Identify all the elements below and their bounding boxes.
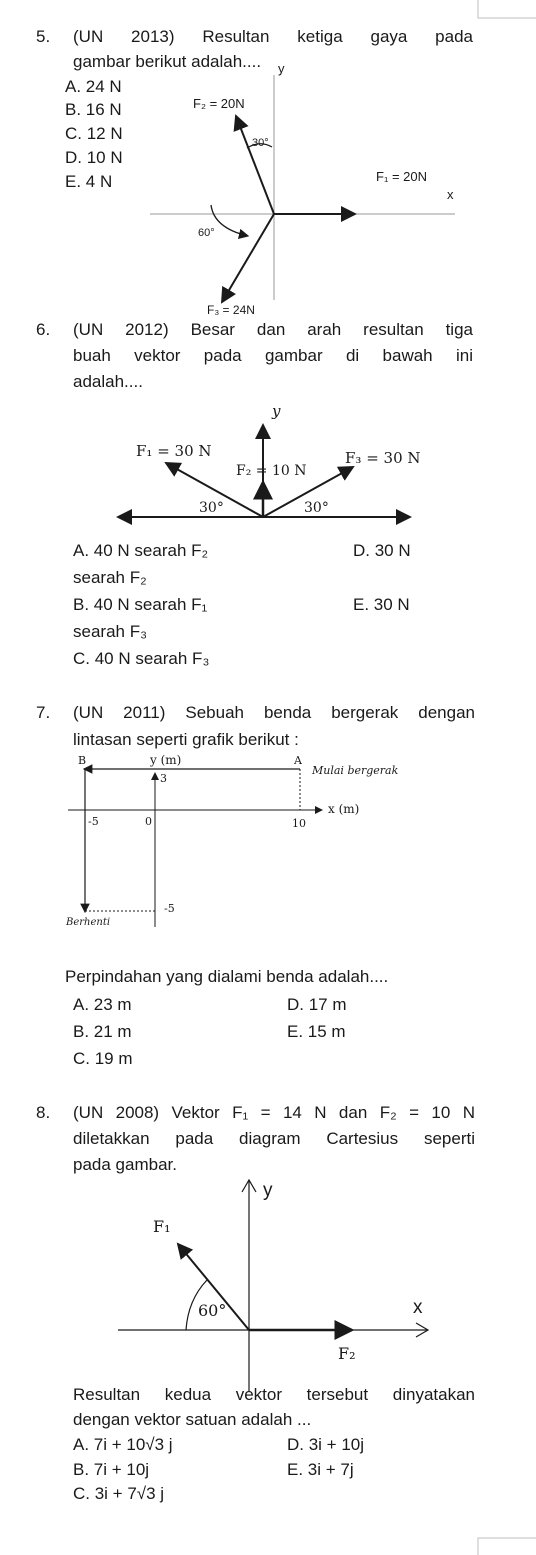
q5-label-angle30: 30°: [252, 137, 269, 149]
q6-number: 6.: [36, 320, 51, 339]
q6-label-angle-right: 30°: [304, 500, 329, 516]
q8-option-c: C. 3i + 7√3 j: [73, 1484, 165, 1503]
q5-line2: gambar berikut adalah....: [73, 52, 262, 71]
q7-option-c: C. 19 m: [73, 1049, 133, 1068]
q7-question: Perpindahan yang dialami benda adalah....: [65, 967, 389, 986]
q7-label-b: B: [78, 754, 87, 767]
q6-option-e-cont: searah F₃: [73, 622, 148, 641]
q5-option-e: E. 4 N: [65, 172, 113, 191]
q8-option-d: D. 3i + 10j: [287, 1435, 365, 1454]
q6-label-f2: F₂ = 10 N: [236, 463, 307, 479]
q8-label-angle: 60°: [198, 1301, 227, 1320]
q7-option-a: A. 23 m: [73, 995, 132, 1014]
q8-label-y: y: [263, 1180, 273, 1201]
q5-label-f1: F₁ = 20N: [376, 169, 427, 184]
q6-line3: adalah....: [73, 372, 143, 391]
q8-line1: (UN 2008) Vektor F₁ = 14 N dan F₂ = 10 N: [73, 1103, 475, 1122]
q7-label-zero: 0: [145, 815, 152, 828]
q5-option-c: C. 12 N: [65, 124, 123, 143]
q8-line5: dengan vektor satuan adalah ...: [73, 1410, 312, 1429]
q8-option-e: E. 3i + 7j: [287, 1460, 354, 1479]
q5-label-f2: F₂ = 20N: [193, 96, 245, 111]
q7-number: 7.: [36, 703, 51, 722]
q7-label-neg5y: -5: [164, 902, 175, 915]
q5-option-a: A. 24 N: [65, 77, 122, 96]
q6-label-angle-left: 30°: [199, 500, 224, 516]
q5-label-angle60: 60°: [198, 227, 215, 239]
q7-line2: lintasan seperti grafik berikut :: [73, 730, 299, 749]
q7-label-a: A: [294, 754, 302, 767]
q7-label-ylabel: y (m): [150, 753, 182, 767]
q7-line1: (UN 2011) Sebuah benda bergerak dengan: [73, 703, 475, 722]
q8-option-b: B. 7i + 10j: [73, 1460, 150, 1479]
q5-option-b: B. 16 N: [65, 100, 122, 119]
q7-label-10: 10: [292, 817, 306, 830]
q8-label-x: x: [413, 1297, 423, 1318]
q5-label-y: y: [278, 61, 285, 76]
q5-number: 5.: [36, 27, 51, 46]
q8-label-f1: F₁: [153, 1217, 171, 1236]
q8-number: 8.: [36, 1103, 51, 1122]
q5-label-x: x: [447, 187, 454, 202]
q6-label-f1: F₁ = 30 N: [136, 442, 212, 460]
q6-option-e: E. 30 N: [353, 595, 410, 614]
q6-label-f3: F₃ = 30 N: [345, 449, 421, 467]
q6-line2: buah vektor pada gambar di bawah ini: [73, 346, 473, 365]
q7-option-e: E. 15 m: [287, 1022, 346, 1041]
q6-option-b: B. 40 N searah F₁: [73, 595, 208, 614]
q5-line1: (UN 2013) Resultan ketiga gaya pada: [73, 27, 473, 46]
q7-label-mulai: Mulai bergerak: [312, 764, 399, 777]
q7-label-xlabel: x (m): [328, 802, 360, 816]
q8-line3: pada gambar.: [73, 1155, 177, 1174]
q7-label-berhenti: Berhenti: [66, 917, 111, 928]
q7-label-neg5x: -5: [88, 815, 99, 828]
q6-option-c: C. 40 N searah F₃: [73, 649, 210, 668]
q8-line2: diletakkan pada diagram Cartesius seperti: [73, 1129, 475, 1148]
q8-line4: Resultan kedua vektor tersebut dinyatakan: [73, 1385, 475, 1404]
q8-label-f2: F₂: [338, 1344, 356, 1363]
q8-option-a: A. 7i + 10√3 j: [73, 1435, 173, 1454]
q7-option-d: D. 17 m: [287, 995, 347, 1014]
q5-option-d: D. 10 N: [65, 148, 123, 167]
q6-line1: (UN 2012) Besar dan arah resultan tiga: [73, 320, 473, 339]
q6-option-a: A. 40 N searah F₂: [73, 541, 209, 560]
q6-label-y: y: [272, 402, 281, 420]
q6-option-d-cont: searah F₂: [73, 568, 147, 587]
q7-label-3: 3: [160, 772, 167, 785]
q6-option-d: D. 30 N: [353, 541, 411, 560]
q7-option-b: B. 21 m: [73, 1022, 132, 1041]
q5-label-f3: F₃ = 24N: [207, 303, 255, 317]
